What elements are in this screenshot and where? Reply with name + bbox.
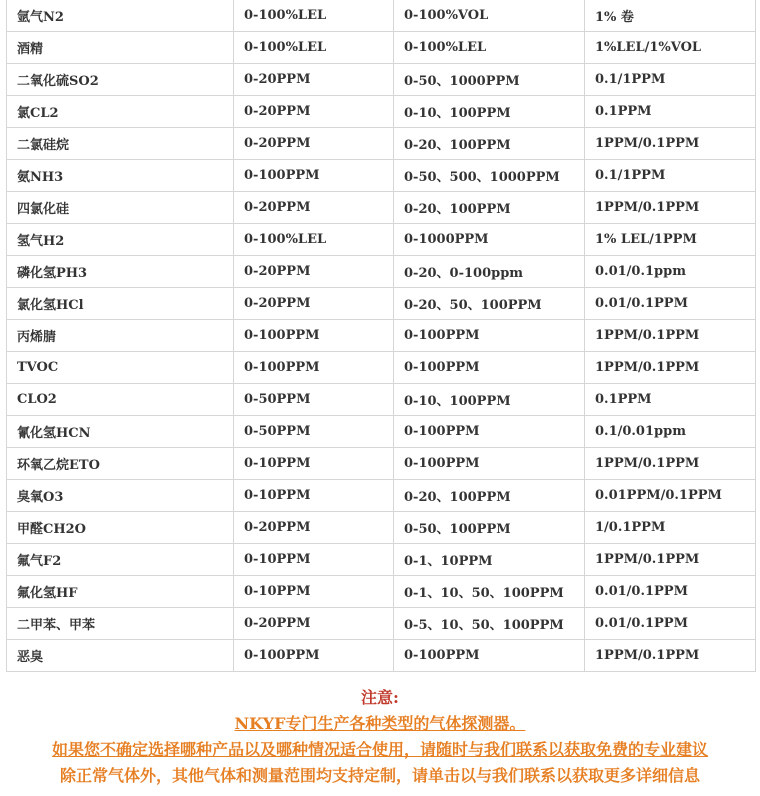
alt-range-cell: 0-100PPM [394, 320, 585, 352]
alt-range-cell: 0-100%LEL [394, 32, 585, 64]
resolution-cell: 0.1PPM [585, 384, 756, 416]
resolution-cell: 1PPM/0.1PPM [585, 448, 756, 480]
gas-name-cell: 恶臭 [7, 640, 234, 672]
alt-range-cell: 0-50、100PPM [394, 512, 585, 544]
table-row [7, 320, 756, 352]
table-row [7, 480, 756, 512]
table-row [7, 160, 756, 192]
table-row [7, 256, 756, 288]
gas-name-cell: 氟气F2 [7, 544, 234, 576]
alt-range-cell: 0-100PPM [394, 352, 585, 384]
gas-name-cell: 丙烯腈 [7, 320, 234, 352]
table-row [7, 576, 756, 608]
table-row [7, 448, 756, 480]
spec-table-body [7, 0, 756, 672]
range-cell: 0-20PPM [234, 608, 394, 640]
resolution-cell: 0.1/1PPM [585, 160, 756, 192]
resolution-cell: 1/0.1PPM [585, 512, 756, 544]
resolution-cell: 1PPM/0.1PPM [585, 320, 756, 352]
gas-name-cell: 二氧化硫SO2 [7, 64, 234, 96]
gas-name-cell: 氩气N2 [7, 0, 234, 32]
gas-name-cell: 二甲苯、甲苯 [7, 608, 234, 640]
gas-name-cell: 甲醛CH2O [7, 512, 234, 544]
alt-range-cell: 0-50、500、1000PPM [394, 160, 585, 192]
gas-name-cell: 氰化氢HCN [7, 416, 234, 448]
notes-section [0, 685, 760, 789]
resolution-cell: 0.1PPM [585, 96, 756, 128]
table-row [7, 288, 756, 320]
resolution-cell: 1PPM/0.1PPM [585, 352, 756, 384]
free-advice-link[interactable]: 如果您不确定选择哪种产品以及哪种情况适合使用，请随时与我们联系以获取免费的专业建议 [51, 740, 708, 759]
range-cell: 0-100%LEL [234, 224, 394, 256]
range-cell: 0-100%LEL [234, 0, 394, 32]
resolution-cell: 1%LEL/1%VOL [585, 32, 756, 64]
range-cell: 0-100PPM [234, 640, 394, 672]
alt-range-cell: 0-1000PPM [394, 224, 585, 256]
gas-name-cell: 环氧乙烷ETO [7, 448, 234, 480]
resolution-cell: 0.1/0.01ppm [585, 416, 756, 448]
range-cell: 0-100%LEL [234, 32, 394, 64]
resolution-cell: 1PPM/0.1PPM [585, 640, 756, 672]
alt-range-cell: 0-100PPM [394, 448, 585, 480]
gas-name-cell: 酒精 [7, 32, 234, 64]
gas-name-cell: 氯CL2 [7, 96, 234, 128]
table-row [7, 96, 756, 128]
alt-range-cell: 0-10、100PPM [394, 384, 585, 416]
gas-name-cell: 磷化氢PH3 [7, 256, 234, 288]
table-row [7, 192, 756, 224]
range-cell: 0-20PPM [234, 288, 394, 320]
gas-name-cell: 氨NH3 [7, 160, 234, 192]
range-cell: 0-20PPM [234, 96, 394, 128]
range-cell: 0-20PPM [234, 192, 394, 224]
resolution-cell: 0.01/0.1ppm [585, 256, 756, 288]
range-cell: 0-100PPM [234, 160, 394, 192]
gas-name-cell: 臭氧O3 [7, 480, 234, 512]
resolution-cell: 0.01/0.1PPM [585, 576, 756, 608]
range-cell: 0-50PPM [234, 416, 394, 448]
gas-name-cell: TVOC [7, 352, 234, 384]
alt-range-cell: 0-100%VOL [394, 0, 585, 32]
table-row [7, 64, 756, 96]
alt-range-cell: 0-10、100PPM [394, 96, 585, 128]
resolution-cell: 0.1/1PPM [585, 64, 756, 96]
table-row [7, 0, 756, 32]
resolution-cell: 1PPM/0.1PPM [585, 544, 756, 576]
resolution-cell: 0.01/0.1PPM [585, 288, 756, 320]
alt-range-cell: 0-20、100PPM [394, 128, 585, 160]
alt-range-cell: 0-20、0-100ppm [394, 256, 585, 288]
range-cell: 0-10PPM [234, 576, 394, 608]
range-cell: 0-20PPM [234, 64, 394, 96]
resolution-cell: 0.01/0.1PPM [585, 608, 756, 640]
gas-name-cell: 二氯硅烷 [7, 128, 234, 160]
range-cell: 0-20PPM [234, 128, 394, 160]
alt-range-cell: 0-1、10、50、100PPM [394, 576, 585, 608]
alt-range-cell: 0-1、10PPM [394, 544, 585, 576]
alt-range-cell: 0-20、100PPM [394, 192, 585, 224]
gas-name-cell: CLO2 [7, 384, 234, 416]
table-row [7, 416, 756, 448]
range-cell: 0-10PPM [234, 480, 394, 512]
table-row [7, 384, 756, 416]
resolution-cell: 0.01PPM/0.1PPM [585, 480, 756, 512]
notes-title: 注意: [361, 688, 399, 707]
table-row [7, 352, 756, 384]
gas-name-cell: 氢气H2 [7, 224, 234, 256]
range-cell: 0-100PPM [234, 352, 394, 384]
gas-name-cell: 四氯化硅 [7, 192, 234, 224]
table-row [7, 224, 756, 256]
table-row [7, 608, 756, 640]
gas-name-cell: 氟化氢HF [7, 576, 234, 608]
resolution-cell: 1PPM/0.1PPM [585, 192, 756, 224]
table-row [7, 544, 756, 576]
range-cell: 0-10PPM [234, 544, 394, 576]
table-row [7, 640, 756, 672]
resolution-cell: 1% LEL/1PPM [585, 224, 756, 256]
table-row [7, 128, 756, 160]
customization-note: 除正常气体外，其他气体和测量范围均支持定制，请单击以与我们联系以获取更多详细信息 [59, 766, 700, 785]
alt-range-cell: 0-20、100PPM [394, 480, 585, 512]
table-row [7, 512, 756, 544]
range-cell: 0-100PPM [234, 320, 394, 352]
gas-name-cell: 氯化氢HCl [7, 288, 234, 320]
table-row [7, 32, 756, 64]
range-cell: 0-20PPM [234, 512, 394, 544]
gas-detector-spec-table [6, 0, 756, 672]
alt-range-cell: 0-100PPM [394, 416, 585, 448]
resolution-cell: 1% 卷 [585, 0, 756, 32]
alt-range-cell: 0-50、1000PPM [394, 64, 585, 96]
range-cell: 0-20PPM [234, 256, 394, 288]
range-cell: 0-10PPM [234, 448, 394, 480]
resolution-cell: 1PPM/0.1PPM [585, 128, 756, 160]
company-intro-link[interactable]: NKYF专门生产各种类型的气体探测器。 [234, 714, 526, 733]
range-cell: 0-50PPM [234, 384, 394, 416]
alt-range-cell: 0-100PPM [394, 640, 585, 672]
alt-range-cell: 0-20、50、100PPM [394, 288, 585, 320]
alt-range-cell: 0-5、10、50、100PPM [394, 608, 585, 640]
